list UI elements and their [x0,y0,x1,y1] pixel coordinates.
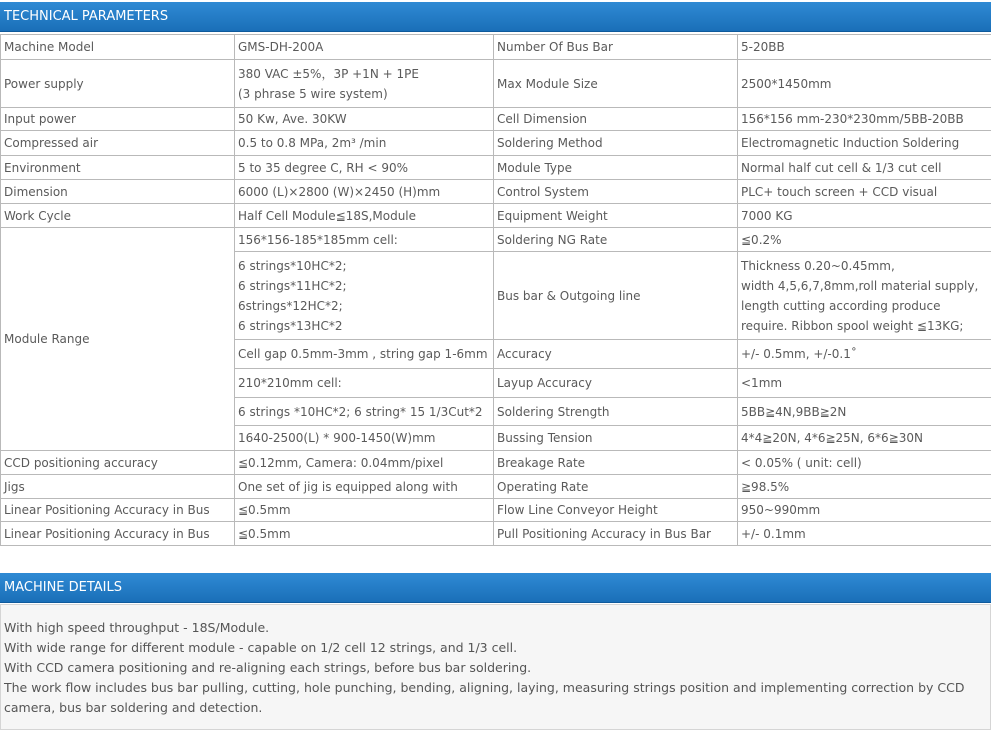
param-value: ≦0.12mm, Camera: 0.04mm/pixel [235,451,494,475]
param-value: 156*156 mm-230*230mm/5BB-20BB [738,108,991,131]
param-label: Pull Positioning Accuracy in Bus Bar [494,522,738,546]
param-value: 156*156-185*185mm cell: [235,228,494,252]
param-value: < 0.05% ( unit: cell) [738,451,991,475]
param-label: Soldering Method [494,131,738,156]
machine-details-body [0,604,991,730]
param-value: ≧98.5% [738,475,991,499]
table-row [1,204,991,228]
param-value: ≦0.2% [738,228,991,252]
param-value: Cell gap 0.5mm-3mm , string gap 1-6mm [235,340,494,369]
param-label: CCD positioning accuracy [1,451,235,475]
param-value: +/- 0.5mm, +/-0.1˚ [738,340,991,369]
table-row [1,228,991,252]
param-value: Half Cell Module≦18S,Module [235,204,494,228]
param-label: Work Cycle [1,204,235,228]
param-value: One set of jig is equipped along with [235,475,494,499]
param-value: 950~990mm [738,499,991,522]
table-row [1,156,991,180]
param-value: 7000 KG [738,204,991,228]
param-label: Accuracy [494,340,738,369]
table-row [1,60,991,108]
param-label: Breakage Rate [494,451,738,475]
param-value: 380 VAC ±5%，3P +1N + 1PE (3 phrase 5 wire system) [235,60,494,108]
table-row [1,522,991,546]
param-value: PLC+ touch screen + CCD visual [738,180,991,204]
param-label: Input power [1,108,235,131]
param-value: 5-20BB [738,35,991,60]
param-label: Environment [1,156,235,180]
param-value: 0.5 to 0.8 MPa, 2m³ /min [235,131,494,156]
param-label: Cell Dimension [494,108,738,131]
machine-details-header: MACHINE DETAILS [0,573,991,603]
param-label: Dimension [1,180,235,204]
param-label: Soldering NG Rate [494,228,738,252]
param-label: Module Type [494,156,738,180]
param-label: Layup Accuracy [494,369,738,398]
param-label: Bus bar & Outgoing line [494,252,738,340]
param-value: 6000 (L)×2800 (W)×2450 (H)mm [235,180,494,204]
param-value: Thickness 0.20~0.45mm, width 4,5,6,7,8mm,roll material supply, length cutting according produce require. Ribbon spool weight ≦13KG; [738,252,991,340]
param-value: 6 strings*10HC*2; 6 strings*11HC*2; 6strings*12HC*2; 6 strings*13HC*2 [235,252,494,340]
table-row [1,451,991,475]
param-value: 5BB≧4N,9BB≧2N [738,398,991,426]
param-label: Linear Positioning Accuracy in Bus [1,522,235,546]
param-label: Control System [494,180,738,204]
param-label: Module Range [1,228,235,451]
param-value: GMS-DH-200A [235,35,494,60]
param-label: Bussing Tension [494,426,738,451]
param-value: 6 strings *10HC*2; 6 string* 15 1/3Cut*2 [235,398,494,426]
technical-parameters-table [0,34,991,546]
param-value: <1mm [738,369,991,398]
param-value: ≦0.5mm [235,499,494,522]
param-value: 1640-2500(L) * 900-1450(W)mm [235,426,494,451]
param-value: 210*210mm cell: [235,369,494,398]
param-value: 5 to 35 degree C, RH < 90% [235,156,494,180]
param-label: Max Module Size [494,60,738,108]
detail-line: With wide range for different module - capable on 1/2 cell 12 strings, and 1/3 cell. [4,640,518,655]
table-row [1,180,991,204]
param-value: 4*4≧20N, 4*6≧25N, 6*6≧30N [738,426,991,451]
param-label: Jigs [1,475,235,499]
table-row [1,35,991,60]
detail-line: With CCD camera positioning and re-aligning each strings, before bus bar soldering. [4,660,532,675]
param-label: Equipment Weight [494,204,738,228]
param-label: Soldering Strength [494,398,738,426]
param-label: Number Of Bus Bar [494,35,738,60]
param-label: Operating Rate [494,475,738,499]
param-label: Flow Line Conveyor Height [494,499,738,522]
table-row [1,108,991,131]
table-row [1,499,991,522]
table-row [1,475,991,499]
param-value: +/- 0.1mm [738,522,991,546]
detail-line: With high speed throughput - 18S/Module. [4,620,270,635]
param-label: Compressed air [1,131,235,156]
param-value: 50 Kw, Ave. 30KW [235,108,494,131]
param-label: Machine Model [1,35,235,60]
param-value: 2500*1450mm [738,60,991,108]
param-value: Normal half cut cell & 1/3 cut cell [738,156,991,180]
param-value: Electromagnetic Induction Soldering [738,131,991,156]
param-label: Power supply [1,60,235,108]
param-value: ≦0.5mm [235,522,494,546]
technical-parameters-header: TECHNICAL PARAMETERS [0,2,991,32]
detail-line: The work flow includes bus bar pulling, cutting, hole punching, bending, aligning, laying, measuring strings position and implementing correction by CCD camera, bus bar soldering and detection. [4,680,965,715]
table-row [1,131,991,156]
param-label: Linear Positioning Accuracy in Bus [1,499,235,522]
